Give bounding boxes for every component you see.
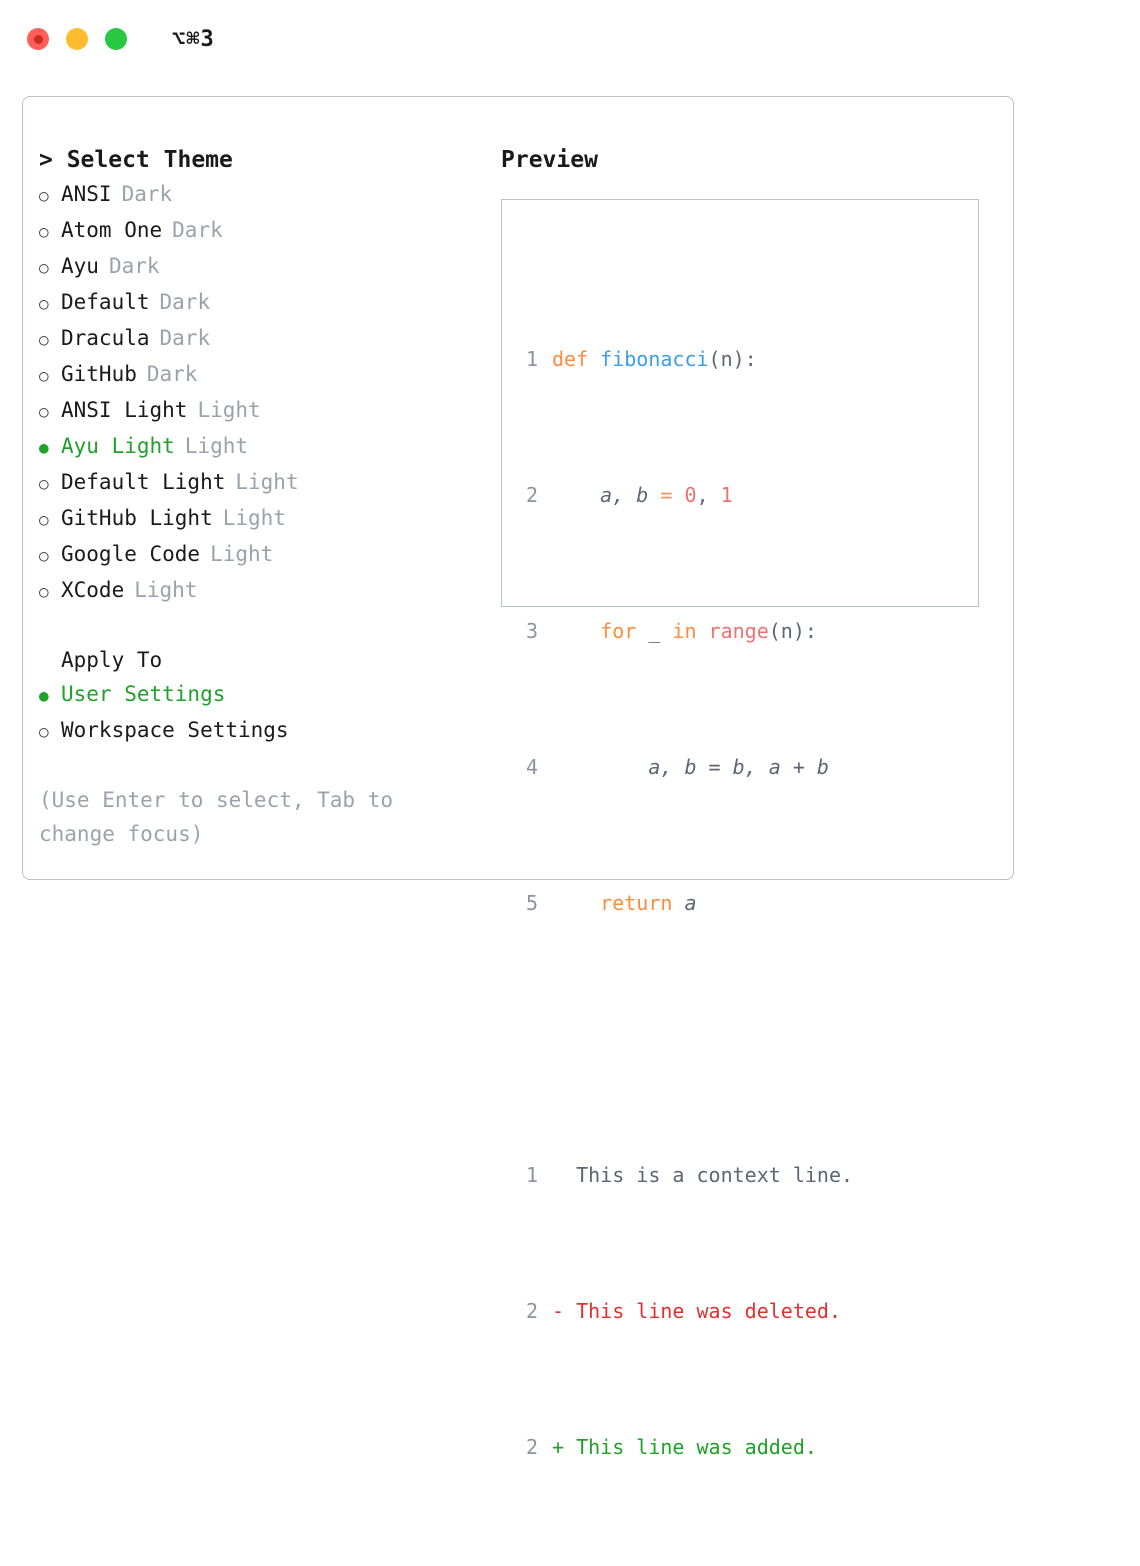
code-line-2	[518, 478, 853, 512]
radio-icon-selected[interactable]: ●	[39, 438, 49, 457]
diff-line-added	[518, 1430, 853, 1464]
radio-icon[interactable]: ○	[39, 546, 49, 565]
theme-name: GitHub Light	[61, 506, 213, 530]
code-token: return	[552, 891, 685, 915]
select-theme-heading: > Select Theme	[39, 147, 233, 173]
apply-to-item-workspace-settings[interactable]	[39, 713, 489, 749]
theme-name: Google Code	[61, 542, 201, 566]
code-token: def	[552, 347, 601, 371]
code-token: (n):	[708, 347, 757, 371]
code-token: in	[672, 619, 709, 643]
theme-variant: Dark	[121, 182, 173, 206]
close-icon[interactable]	[27, 28, 49, 50]
theme-item-atom-one-dark[interactable]	[39, 213, 489, 249]
theme-variant: Dark	[108, 254, 160, 278]
theme-variant: Light	[235, 470, 299, 494]
theme-name: Default	[61, 290, 150, 314]
radio-icon[interactable]: ○	[39, 402, 49, 421]
theme-name: ANSI	[61, 182, 112, 206]
window-shortcut-label: ⌥⌘3	[172, 26, 215, 52]
apply-to-item-user-settings[interactable]	[39, 677, 489, 713]
apply-to-list[interactable]	[39, 677, 489, 749]
radio-icon[interactable]: ○	[39, 294, 49, 313]
theme-name: GitHub	[61, 362, 137, 386]
code-token: range	[708, 619, 769, 643]
code-token: _	[648, 619, 673, 643]
apply-to-label: User Settings	[61, 682, 226, 706]
diff-text: This is a context line.	[564, 1163, 854, 1187]
preview-column	[501, 143, 1001, 1459]
code-token: a, b	[552, 483, 661, 507]
diff-line-context	[518, 1158, 853, 1192]
code-line-3	[518, 614, 853, 648]
radio-icon[interactable]: ○	[39, 258, 49, 277]
theme-list[interactable]	[39, 177, 489, 609]
line-number: 1	[525, 347, 538, 371]
theme-item-github-dark[interactable]	[39, 357, 489, 393]
line-number: 2	[525, 1435, 538, 1459]
main-panel	[22, 96, 1014, 1459]
theme-variant: Light	[134, 578, 198, 602]
diff-marker	[552, 1163, 564, 1187]
preview-heading: Preview	[501, 147, 598, 173]
radio-icon[interactable]: ○	[39, 222, 49, 241]
line-number: 5	[525, 891, 538, 915]
spacer	[39, 609, 489, 643]
theme-variant: Light	[222, 506, 286, 530]
code-line-5	[518, 886, 853, 920]
theme-item-xcode-light[interactable]	[39, 573, 489, 609]
radio-icon[interactable]: ○	[39, 366, 49, 385]
diff-marker: -	[552, 1299, 565, 1323]
line-number: 4	[525, 755, 538, 779]
diff-text: This line was added.	[564, 1435, 817, 1459]
theme-variant: Dark	[159, 326, 211, 350]
theme-item-github-light[interactable]	[39, 501, 489, 537]
line-number: 3	[525, 619, 538, 643]
radio-icon[interactable]: ○	[39, 510, 49, 529]
code-token: (n):	[768, 619, 817, 643]
theme-variant: Dark	[146, 362, 198, 386]
title-bar	[0, 0, 1140, 78]
theme-variant: Dark	[159, 290, 211, 314]
diff-marker: +	[552, 1435, 565, 1459]
theme-item-default-light[interactable]	[39, 465, 489, 501]
theme-name: Default Light	[61, 470, 226, 494]
theme-variant: Light	[197, 398, 261, 422]
radio-icon[interactable]: ○	[39, 474, 49, 493]
theme-name: Atom One	[61, 218, 163, 242]
theme-item-default-dark[interactable]	[39, 285, 489, 321]
code-line-1	[518, 342, 853, 376]
theme-item-ayu-dark[interactable]	[39, 249, 489, 285]
radio-icon[interactable]: ○	[39, 330, 49, 349]
line-number: 1	[525, 1163, 538, 1187]
minimize-icon[interactable]	[66, 28, 88, 50]
radio-icon-selected[interactable]: ●	[39, 686, 49, 705]
theme-item-ansi-dark[interactable]	[39, 177, 489, 213]
code-token: 0	[684, 483, 697, 507]
apply-to-heading: Apply To	[61, 648, 163, 672]
line-number: 2	[525, 483, 538, 507]
code-token: for	[552, 619, 649, 643]
theme-item-ayu-light[interactable]	[39, 429, 489, 465]
maximize-icon[interactable]	[105, 28, 127, 50]
diff-text: This line was deleted.	[564, 1299, 841, 1323]
preview-box	[501, 199, 979, 1459]
code-token: fibonacci	[600, 347, 709, 371]
theme-variant: Dark	[172, 218, 223, 242]
theme-variant: Light	[184, 434, 249, 458]
theme-name: Dracula	[61, 326, 150, 350]
radio-icon[interactable]: ○	[39, 582, 49, 601]
code-token: a	[684, 891, 697, 915]
apply-to-label: Workspace Settings	[61, 718, 289, 742]
radio-icon[interactable]: ○	[39, 186, 49, 205]
code-blank-line	[518, 1022, 853, 1056]
theme-name: Ayu Light	[61, 434, 175, 458]
code-line-4	[518, 750, 853, 784]
theme-name: XCode	[61, 578, 125, 602]
theme-item-google-code-light[interactable]	[39, 537, 489, 573]
theme-variant: Light	[210, 542, 274, 566]
line-number: 2	[525, 1299, 538, 1323]
theme-name: ANSI Light	[61, 398, 188, 422]
code-token: 1	[720, 483, 733, 507]
theme-name: Ayu	[61, 254, 99, 278]
code-sample	[518, 240, 853, 1566]
code-token: =	[660, 483, 685, 507]
theme-item-dracula-dark[interactable]	[39, 321, 489, 357]
keyboard-hint-text: (Use Enter to select, Tab to change focus)	[39, 788, 394, 846]
theme-item-ansi-light[interactable]	[39, 393, 489, 429]
code-token: ,	[696, 483, 721, 507]
code-token: a, b = b, a + b	[552, 755, 829, 779]
theme-selector-column	[39, 143, 489, 851]
diff-line-deleted	[518, 1294, 853, 1328]
radio-icon[interactable]: ○	[39, 722, 49, 741]
